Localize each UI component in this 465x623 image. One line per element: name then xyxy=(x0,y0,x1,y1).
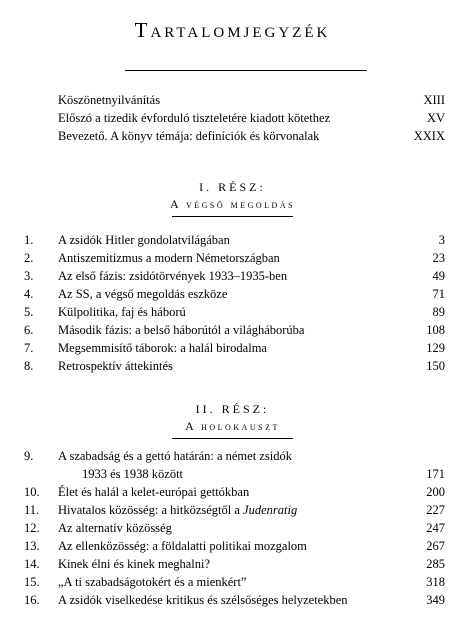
part-label: I. RÉSZ: xyxy=(199,180,266,194)
toc-text: Retrospektív áttekintés xyxy=(58,359,173,373)
toc-page: 349 xyxy=(426,593,445,607)
toc-number: 11. xyxy=(24,503,40,517)
toc-text: Antiszemitizmus a modern Németországban xyxy=(58,251,280,265)
toc-page: 129 xyxy=(426,341,445,355)
part-divider xyxy=(172,216,293,217)
toc-page: 89 xyxy=(432,305,445,319)
toc-text-italic: Judenratig xyxy=(243,503,298,517)
toc-text-plain: Hivatalos közösség: a hitközségtől a xyxy=(58,503,244,517)
toc-page: 247 xyxy=(426,521,445,535)
toc-number: 1. xyxy=(24,233,34,247)
toc-page: 171 xyxy=(426,467,445,481)
toc-text: Kinek élni és kinek meghalni? xyxy=(58,557,211,571)
title-divider xyxy=(125,70,367,71)
toc-number: 8. xyxy=(24,359,34,373)
part-label: II. RÉSZ: xyxy=(195,402,270,416)
toc-text: Élet és halál a kelet-európai gettókban xyxy=(58,485,250,499)
toc-page: 3 xyxy=(438,233,445,247)
toc-text: Köszönetnyilvánítás xyxy=(58,93,161,107)
toc-number: 3. xyxy=(24,269,34,283)
toc-number: 7. xyxy=(24,341,34,355)
toc-number: 14. xyxy=(24,557,40,571)
toc-text: Bevezető. A könyv témája: definíciók és körvonalak xyxy=(58,129,320,143)
toc-text: A zsidók Hitler gondolatvilágában xyxy=(58,233,230,247)
toc-text: Az első fázis: zsidótörvények 1933–1935-ben xyxy=(58,269,288,283)
toc-number: 5. xyxy=(24,305,34,319)
part-title: A holokauszt xyxy=(185,419,280,433)
toc-page: XIII xyxy=(423,93,445,107)
toc-page: 285 xyxy=(426,557,445,571)
toc-page: 23 xyxy=(432,251,445,265)
toc-page: 108 xyxy=(426,323,445,337)
toc-page: XXIX xyxy=(413,129,445,143)
page-title: Tartalomjegyzék xyxy=(134,18,331,42)
toc-text: „A ti szabadságotokért és a mienkért” xyxy=(58,575,247,589)
toc-text: Második fázis: a belső háborútól a világháborúba xyxy=(58,323,305,337)
toc-page: 227 xyxy=(426,503,445,517)
toc-number: 10. xyxy=(24,485,40,499)
toc-page: 71 xyxy=(432,287,445,301)
toc-text: A szabadság és a gettó határán: a német zsidók xyxy=(58,449,292,463)
toc-number: 15. xyxy=(24,575,40,589)
toc-number: 2. xyxy=(24,251,34,265)
part-divider xyxy=(172,438,293,439)
part-title: A végső megoldás xyxy=(169,197,296,211)
toc-text: Megsemmisítő táborok: a halál birodalma xyxy=(58,341,267,355)
toc-page: XV xyxy=(426,111,445,125)
toc-page: 267 xyxy=(426,539,445,553)
toc-number: 13. xyxy=(24,539,40,553)
toc-text: Az SS, a végső megoldás eszköze xyxy=(58,287,228,301)
toc-number: 4. xyxy=(24,287,34,301)
toc-text: 1933 és 1938 között xyxy=(82,467,184,481)
toc-text: Külpolitika, faj és háború xyxy=(58,305,186,319)
toc-number: 9. xyxy=(24,449,34,463)
toc-text: A zsidók viselkedése kritikus és szélsőséges helyzetekben xyxy=(58,593,348,607)
toc-page: 150 xyxy=(426,359,445,373)
toc-text: Előszó a tizedik évforduló tiszteletére kiadott kötethez xyxy=(58,111,331,125)
toc-page: 200 xyxy=(426,485,445,499)
toc-number: 6. xyxy=(24,323,34,337)
toc-number: 12. xyxy=(24,521,40,535)
toc-page: 318 xyxy=(426,575,445,589)
toc-page: 49 xyxy=(432,269,445,283)
toc-text: Az alternatív közösség xyxy=(58,521,172,535)
toc-text: Az ellenközösség: a földalatti politikai mozgalom xyxy=(58,539,307,553)
toc-number: 16. xyxy=(24,593,40,607)
toc-text xyxy=(58,502,297,518)
